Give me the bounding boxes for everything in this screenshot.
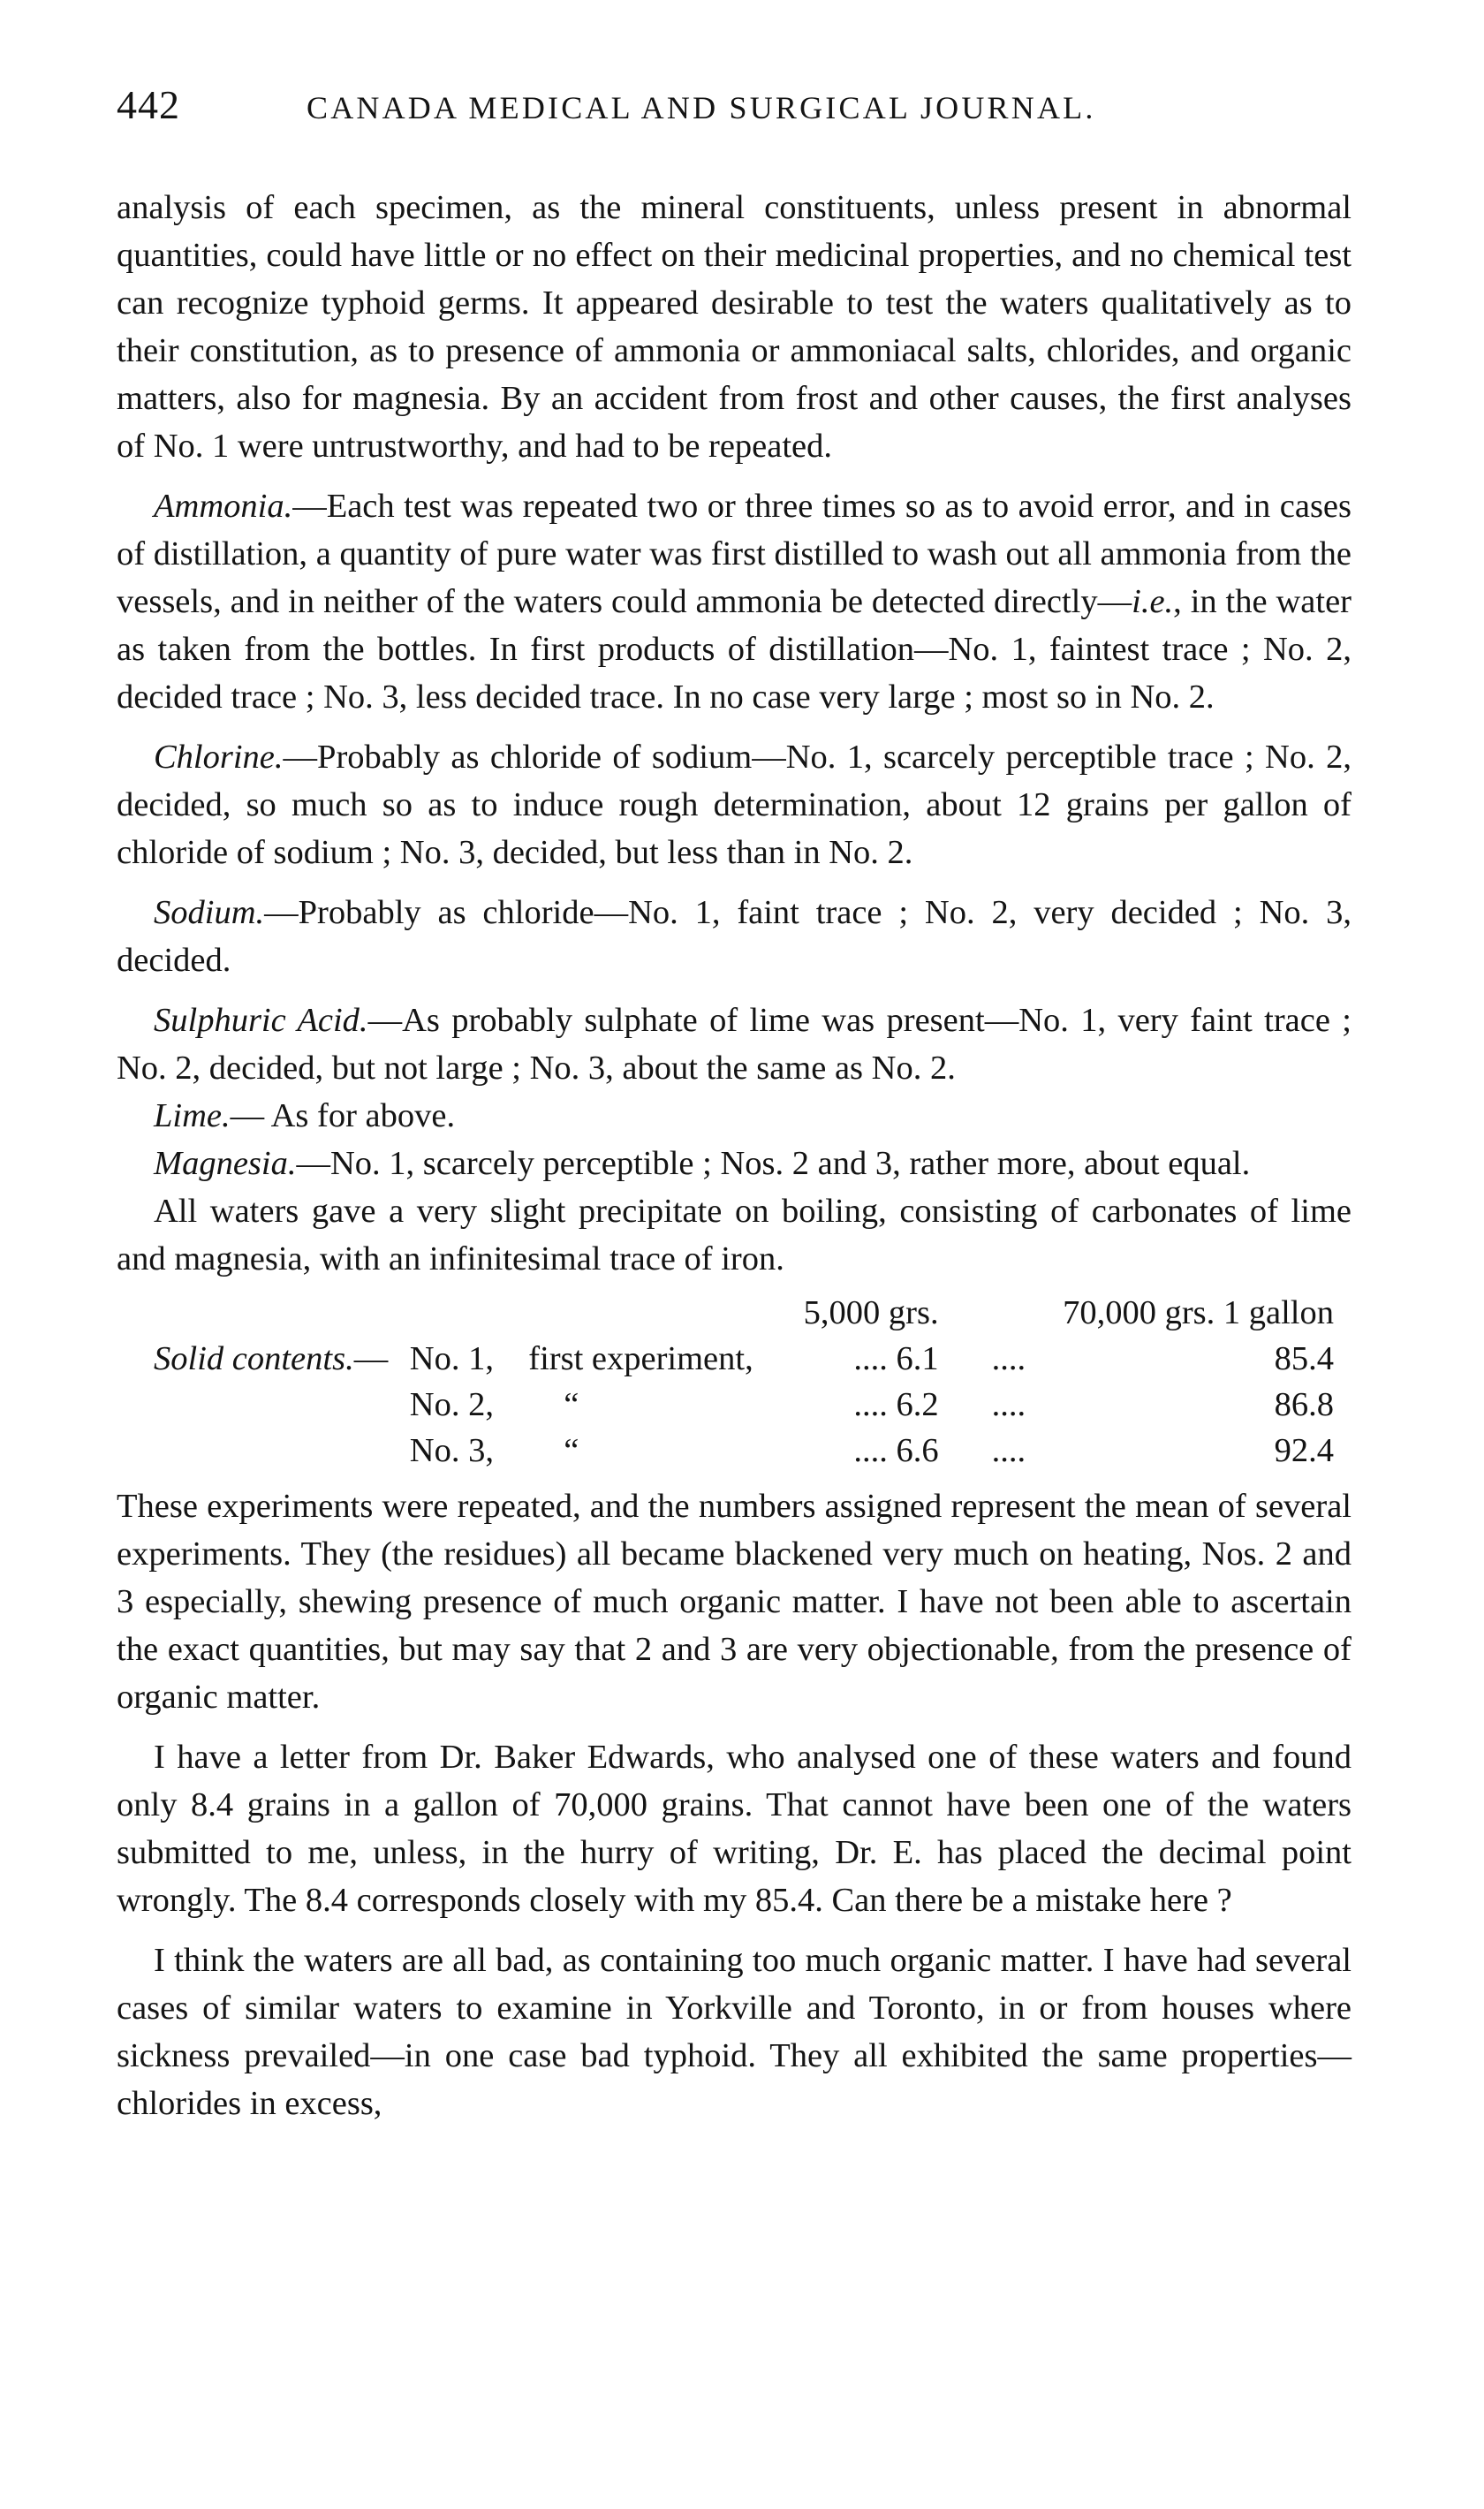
paragraph-ammonia: [117, 482, 1352, 721]
ditto: “: [564, 1432, 579, 1469]
value-5000: 6.1: [896, 1340, 939, 1377]
paragraph-lime: [117, 1092, 1352, 1140]
chlorine-heading: Chlorine.: [154, 739, 284, 776]
table-row: [117, 1428, 1352, 1474]
ditto: “: [564, 1386, 579, 1423]
paragraph-boiling: All waters gave a very slight precipitate on boiling, consisting of carbonates of lime and magnesia, with an infinitesimal trace of iron.: [117, 1193, 1352, 1277]
magnesia-text: —No. 1, scarcely perceptible ; Nos. 2 and 3, rather more, about equal.: [296, 1145, 1251, 1182]
value-5000: 6.2: [896, 1386, 939, 1423]
page-header: [117, 81, 1352, 152]
paragraph-sodium: [117, 889, 1352, 984]
leader-dots: ....: [991, 1386, 1026, 1423]
ditto-mark: [528, 1428, 753, 1474]
ammonia-text: —Each test was repeated two or three times so as to avoid error, and in cases of distillation, a quantity of pure water was first distilled to wash out all ammonia from the vessels, and in neither of the waters could ammonia be detected directly—: [117, 488, 1352, 620]
lime-heading: Lime.: [154, 1097, 231, 1134]
sample-number: No. 3,: [409, 1432, 494, 1469]
value-5000-grs: [753, 1428, 955, 1474]
value-70000-grs: 85.4: [1274, 1340, 1334, 1377]
table-row: [117, 1336, 1352, 1382]
leader-dots: ....: [991, 1432, 1026, 1469]
leader-dots: ....: [991, 1340, 1026, 1377]
table-header-row: [117, 1290, 1352, 1336]
solid-contents-label: [117, 1336, 410, 1382]
value-5000: 6.6: [896, 1432, 939, 1469]
magnesia-heading: Magnesia.: [154, 1145, 297, 1182]
sulphuric-text: —As probably sulphate of lime was present—No. 1, very faint trace ; No. 2, decided, but not large ; No. 3, about the same as No. 2.: [117, 1002, 1352, 1087]
leader-dots: ....: [853, 1386, 888, 1423]
value-5000-grs: [753, 1336, 955, 1382]
paragraph-chlorine: [117, 733, 1352, 876]
ditto-mark: [528, 1382, 753, 1428]
paragraph-letter: I have a letter from Dr. Baker Edwards, who analysed one of these waters and found only 8.4 grains in a gallon of 70,000 grains. That cannot have been one of the waters submitted to me, unless, in the hurry of writing, Dr. E. has placed the decimal point wrongly. The 8.4 corresponds closely with my 85.4. Can there be a mistake here ?: [117, 1739, 1352, 1919]
paragraph-sulphuric: [117, 997, 1352, 1092]
sample-number: No. 1,: [409, 1340, 494, 1377]
ammonia-ie: i.e.: [1132, 583, 1174, 620]
value-70000-grs: 86.8: [1274, 1386, 1334, 1423]
leader-dots: ....: [853, 1432, 888, 1469]
experiment-label: first experiment,: [528, 1340, 753, 1377]
chlorine-text: —Probably as chloride of sodium—No. 1, scarcely perceptible trace ; No. 2, decided, so much so as to induce rough determination, about 12 grains per gallon of chloride of sodium ; No. 3, decided, but less than in No. 2.: [117, 739, 1352, 871]
ammonia-text-continued: , in the water as taken from the bottles. In first products of distillation—No. 1, faintest trace ; No. 2, decided trace ; No. 3, less decided trace. In no case very large ; most so in No. 2.: [117, 583, 1352, 716]
page-number: 442: [117, 82, 180, 127]
paragraph-experiments: These experiments were repeated, and the numbers assigned represent the mean of several experiments. They (the residues) all became blackened very much on heating, Nos. 2 and 3 especially, shewing presence of much organic matter. I have not been able to ascertain the exact quantities, but may say that 2 and 3 are very objectionable, from the presence of organic matter.: [117, 1488, 1352, 1716]
column-header-70000: 70,000 grs. 1 gallon: [1063, 1294, 1334, 1331]
paragraph-conclusion: I think the waters are all bad, as containing too much organic matter. I have had several cases of similar waters to examine in Yorkville and Toronto, in or from houses where sickness prevailed—in one case bad typhoid. They all exhibited the same properties—chlorides in excess,: [117, 1942, 1352, 2122]
paragraph-magnesia: [117, 1140, 1352, 1187]
sample-number: No. 2,: [409, 1386, 494, 1423]
ammonia-heading: Ammonia.: [154, 488, 293, 525]
running-title: CANADA MEDICAL AND SURGICAL JOURNAL.: [307, 90, 1096, 125]
solid-contents-table: [117, 1290, 1352, 1474]
article-body: [117, 184, 1352, 2127]
paragraph-intro: analysis of each specimen, as the mineral constituents, unless present in abnormal quantities, could have little or no effect on their medicinal properties, and no chemical test can recognize typhoid germs. It appeared desirable to test the waters qualitatively as to their constitution, as to presence of ammonia or ammoniacal salts, chlorides, and organic matters, also for magnesia. By an accident from frost and other causes, the first analyses of No. 1 were untrustworthy, and had to be repeated.: [117, 189, 1352, 465]
sulphuric-heading: Sulphuric Acid.: [154, 1002, 368, 1039]
value-5000-grs: [753, 1382, 955, 1428]
solid-contents-heading: Solid contents.: [154, 1340, 354, 1377]
sodium-heading: Sodium.: [154, 894, 265, 931]
column-header-5000: 5,000 grs.: [803, 1294, 939, 1331]
table-row: [117, 1382, 1352, 1428]
value-70000-grs: 92.4: [1274, 1432, 1334, 1469]
sodium-text: —Probably as chloride—No. 1, faint trace ; No. 2, very decided ; No. 3, decided.: [117, 894, 1352, 979]
label-dash: —: [353, 1340, 389, 1377]
lime-text: — As for above.: [230, 1097, 456, 1134]
leader-dots: ....: [853, 1340, 888, 1377]
